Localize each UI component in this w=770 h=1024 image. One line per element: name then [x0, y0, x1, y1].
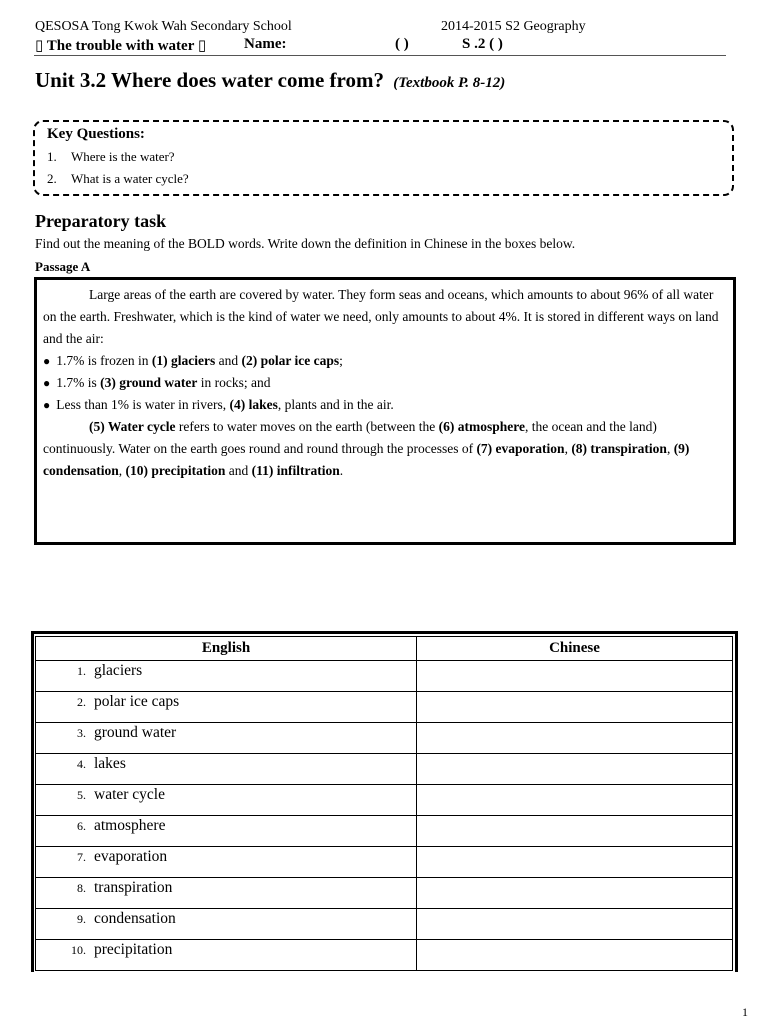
table-row: 5. water cycle — [36, 785, 733, 816]
class-number-field: ( ) — [395, 36, 409, 52]
chinese-answer-cell[interactable] — [417, 785, 733, 816]
chinese-answer-cell[interactable] — [417, 940, 733, 971]
name-label: Name: — [244, 36, 287, 52]
task-instruction: Find out the meaning of the BOLD words. Write down the definition in Chinese in the boxes below. — [35, 236, 576, 251]
passage-bullet: ● 1.7% is (3) ground water in rocks; and — [43, 372, 727, 394]
passage-bullet: ● 1.7% is frozen in (1) glaciers and (2) polar ice caps; — [43, 350, 727, 372]
vocab-table — [35, 636, 733, 971]
topic-label: ▯ The trouble with water ▯ — [35, 38, 207, 54]
passage-box — [34, 277, 736, 545]
header-divider — [34, 55, 726, 56]
section-heading: Preparatory task — [35, 211, 167, 231]
chinese-answer-cell[interactable] — [417, 816, 733, 847]
column-header-english: English — [36, 637, 417, 661]
chinese-answer-cell[interactable] — [417, 847, 733, 878]
page-title — [35, 68, 505, 93]
course-label: 2014-2015 S2 Geography — [441, 19, 586, 34]
table-row: 6. atmosphere — [36, 816, 733, 847]
table-row: 8. transpiration — [36, 878, 733, 909]
table-row: 2. polar ice caps — [36, 692, 733, 723]
column-header-chinese: Chinese — [417, 637, 733, 661]
chinese-answer-cell[interactable] — [417, 878, 733, 909]
key-questions-title: Key Questions: — [47, 126, 145, 142]
table-row: 3. ground water — [36, 723, 733, 754]
table-row: 1. glaciers — [36, 661, 733, 692]
key-question-item: 2. What is a water cycle? — [47, 171, 189, 186]
class-label: S .2 ( ) — [462, 36, 503, 52]
table-header-row — [36, 637, 733, 661]
title-main: Unit 3.2 Where does water come from? — [35, 68, 384, 92]
chinese-answer-cell[interactable] — [417, 692, 733, 723]
school-name: QESOSA Tong Kwok Wah Secondary School — [35, 19, 292, 34]
passage-label: Passage A — [35, 259, 91, 274]
page-number: 1 — [742, 1005, 748, 1019]
passage-paragraph: Large areas of the earth are covered by water. They form seas and oceans, which amounts to about 96% of all water on the earth. Freshwater, which is the kind of water we need, only amounts to about 4%. It is stored in different ways on land and the air: — [43, 287, 719, 346]
table-row: 10. precipitation — [36, 940, 733, 971]
table-row: 7. evaporation — [36, 847, 733, 878]
passage-paragraph: (5) Water cycle refers to water moves on the earth (between the (6) atmosphere, the ocean and the land) continuously. Water on the earth goes round and round through the processes of (7) evaporation, (8) transpiration, (9) condensation, (10) precipitation and (11) infiltration. — [43, 419, 690, 478]
passage-bullet: ● Less than 1% is water in rivers, (4) lakes, plants and in the air. — [43, 394, 727, 416]
chinese-answer-cell[interactable] — [417, 661, 733, 692]
key-question-item: 1. Where is the water? — [47, 149, 175, 164]
textbook-ref: (Textbook P. 8-12) — [393, 75, 506, 91]
chinese-answer-cell[interactable] — [417, 909, 733, 940]
chinese-answer-cell[interactable] — [417, 723, 733, 754]
chinese-answer-cell[interactable] — [417, 754, 733, 785]
table-row: 9. condensation — [36, 909, 733, 940]
table-row: 4. lakes — [36, 754, 733, 785]
